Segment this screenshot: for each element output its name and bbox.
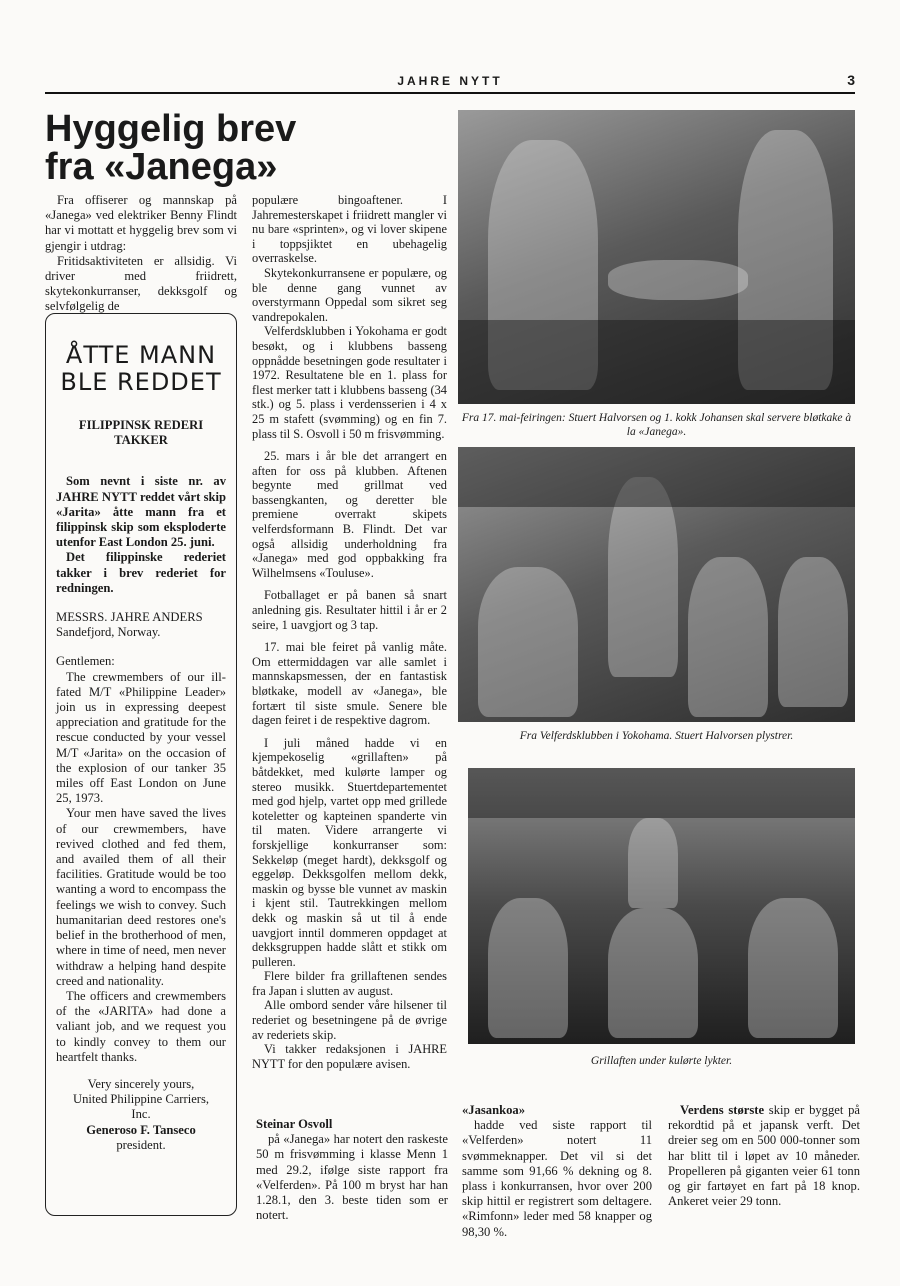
col2-paragraph-10: Vi takker redaksjonen i JAHRE NYTT for den populære avisen. [252, 1042, 447, 1071]
page-header [45, 72, 855, 94]
article-headline [45, 110, 445, 186]
box-address-line-2: Sandefjord, Norway. [56, 625, 161, 640]
col2-paragraph-6: 17. mai ble feiret på vanlig måte. Om ettermiddagen var alle samlet i mannskapsmessen, der en fantastisk bløtkake, modell av «Janega», ble fortært til siste smule. Senere ble dagen feiret i de respektive dagrom. [252, 640, 447, 728]
osvoll-item [256, 1117, 448, 1223]
box-lead-2: Det filippinske rederiet takker i brev rederiet for redningen. [56, 550, 226, 595]
largest-ship-item [668, 1103, 860, 1209]
box-company-line-2: Inc. [131, 1107, 151, 1122]
largest-ship-lead: Verdens største [680, 1103, 765, 1117]
caption-photo-2: Fra Velferdsklubben i Yokohama. Stuert Halvorsen plystrer. [519, 730, 794, 742]
jasankoa-item [462, 1103, 652, 1240]
page-number: 3 [847, 72, 855, 88]
jasankoa-heading: «Jasankoa» [462, 1103, 525, 1117]
box-closing: Very sincerely yours, [87, 1076, 195, 1091]
caption-photo-1: Fra 17. mai-feiringen: Stuert Halvorsen og 1. kokk Johansen skal servere bløtkake à la «Janega». [461, 412, 852, 438]
photo-cake-serving [458, 110, 855, 404]
photo3-cook [628, 818, 678, 908]
box-company-line-1: United Philippine Carriers, [72, 1092, 210, 1107]
box-salutation: Gentlemen: [56, 654, 115, 669]
rescue-sidebar-box [45, 313, 237, 1216]
photo1-cake [608, 260, 748, 300]
box-title: ÅTTE MANN BLE REDDET [60, 341, 222, 396]
box-signer: Generoso F. Tanseco [86, 1122, 196, 1137]
box-subtitle: FILIPPINSK REDERI TAKKER [78, 418, 204, 448]
jasankoa-text: hadde ved siste rapport til «Velferden» notert 11 svømmeknapper. Det vil si det samme som 91,66 % dekning og 8. plass i konkurransen, hvor over 200 skip hittil er registrert som deltagere. «Rimfonn» leder med 58 knapper og 98,30 %. [462, 1118, 652, 1239]
col2-paragraph-4: 25. mars i år ble det arrangert en aften for oss på klubben. Aftenen begynte med grillmat ved bassengkanten, og deretter ble premiene overrakt skipets velferdsformann B. Flindt. Det var også allsidig underholdning fra «Janega» med god oppbakking fra Wilhelmsens «Touluse». [252, 449, 447, 580]
col2-paragraph-9: Alle ombord sender våre hilsener til rederiet og besetningene på de øvrige av rederiets skip. [252, 998, 447, 1042]
intro-paragraph-2: Fritidsaktiviteten er allsidig. Vi driver med friidrett, skytekonkurranser, dekksgolf og selvfølgelig de [45, 253, 237, 314]
photo2-shelf [458, 447, 855, 507]
box-lead-1: Som nevnt i siste nr. av JAHRE NYTT reddet vårt skip «Jarita» åtte mann fra et filippinsk skip som eksploderte utenfor East London 25. juni. [56, 474, 226, 550]
main-text-column [252, 193, 447, 1071]
col2-paragraph-1: populære bingoaftener. I Jahremesterskapet i friidrett mangler vi nu bare «sprinten», og vi lover skipene i toppsjiktet en ubehagelig overraskelse. [252, 193, 447, 266]
osvoll-heading: Steinar Osvoll [256, 1117, 333, 1131]
headline-line-2: fra «Janega» [45, 146, 278, 188]
box-signer-title: president. [116, 1137, 166, 1152]
col2-paragraph-7: I juli måned hadde vi en kjempekoselig «grillaften» på båtdekket, med kulørte lamper og stereo musikk. Stuertdepartementet med god hjelp, vartet opp med grillede koteletter og kapteinen spanderte vin til maten. Videre arrangerte vi forskjellige konkurranser som: Sekkeløp (meget hardt), dekksgolf og eggeløp. Dekksgolfen mellom dekk, maskin og bysse ble vunnet av maskin i kjent stil. Tautrekkingen mellom dekk og maskin så ut til å ende uavgjort inntil dommeren oppdaget at dekksgruppen hadde slått et stikk om pulleren. [252, 735, 447, 969]
photo3-person-2 [608, 908, 698, 1038]
col2-paragraph-8: Flere bilder fra grillaftenen sendes fra Japan i slutten av august. [252, 969, 447, 998]
box-body-1: The crewmembers of our ill-fated M/T «Philippine Leader» join us in expressing deepest appreciation and gratitude for the rescue conducted by your vessel M/T «Jarita» on the occasion of the explosion of our tanker 35 miles off East London on June 25, 1973. [56, 669, 226, 806]
headline-line-1: Hyggelig brev [45, 108, 297, 150]
intro-column [45, 193, 237, 315]
photo3-awning [468, 768, 855, 818]
largest-ship-text: skip er bygget på rekordtid på et japansk verft. Det dreier seg om en 500 000-tonner som har blitt til i løpet av 10 måneder. Propelleren på giganten veier 61 tonn og gir fartøyet en fart på 18 knop. Ankeret veier 29 tonn. [668, 1103, 860, 1209]
photo-grill-evening [468, 768, 855, 1044]
photo2-person-seated [478, 567, 578, 717]
photo2-guitarist [688, 557, 768, 717]
intro-paragraph-1: Fra offiserer og mannskap på «Janega» ved elektriker Benny Flindt har vi mottatt et hyggelig brev som vi gjengir i utdrag: [45, 193, 237, 253]
photo2-person-standing [608, 477, 678, 677]
box-address-line-1: MESSRS. JAHRE ANDERS [56, 610, 203, 625]
photo1-counter [458, 320, 855, 404]
col2-paragraph-5: Fotballaget er på banen så snart anledning gis. Resultater hittil i år er 2 seire, 1 uavgjort og 3 tap. [252, 588, 447, 632]
osvoll-text: på «Janega» har notert den raskeste 50 m frisvømming i klasse Menn 1 med 29.2, ifølge siste rapport fra «Velferden». På 100 m bryst har han 1.28.1, den 3. beste tiden som er notert. [256, 1132, 448, 1223]
masthead: JAHRE NYTT [397, 74, 503, 88]
photo3-person-1 [488, 898, 568, 1038]
box-body-3: The officers and crewmembers of the «JARITA» had done a valiant job, and we request you to kindly convey to them our heartfelt thanks. [56, 988, 226, 1064]
photo3-person-3 [748, 898, 838, 1038]
photo-welfare-club [458, 447, 855, 722]
photo2-accordionist [778, 557, 848, 707]
col2-paragraph-2: Skytekonkurransene er populære, og ble denne gang vunnet av overstyrmann Oppedal som sikret seg vandrepokalen. [252, 265, 447, 324]
caption-photo-3: Grillaften under kulørte lykter. [590, 1055, 733, 1067]
box-body-2: Your men have saved the lives of our crewmembers, have revived clothed and fed them, and availed them of all their facilities. Gratitude would be too wanting a word to encompass the feelings we wish to convey. Such humanitarian deed restores one's belief in the brotherhood of men, where in time of need, men never withdraw a helping hand despite creed and nationality. [56, 806, 226, 988]
col2-paragraph-3: Velferdsklubben i Yokohama er godt besøkt, og i klubbens basseng oppnådde besetningen gode resultater i 1972. Resultatene ble en 1. plass for flest merker tatt i klubbens basseng (34 stk.) og 5. plass i verdensserien i 4 x 25 m stafett (svømming) og en fin 7. plass til S. Osvoll i 50 m frisvømming. [252, 324, 447, 441]
